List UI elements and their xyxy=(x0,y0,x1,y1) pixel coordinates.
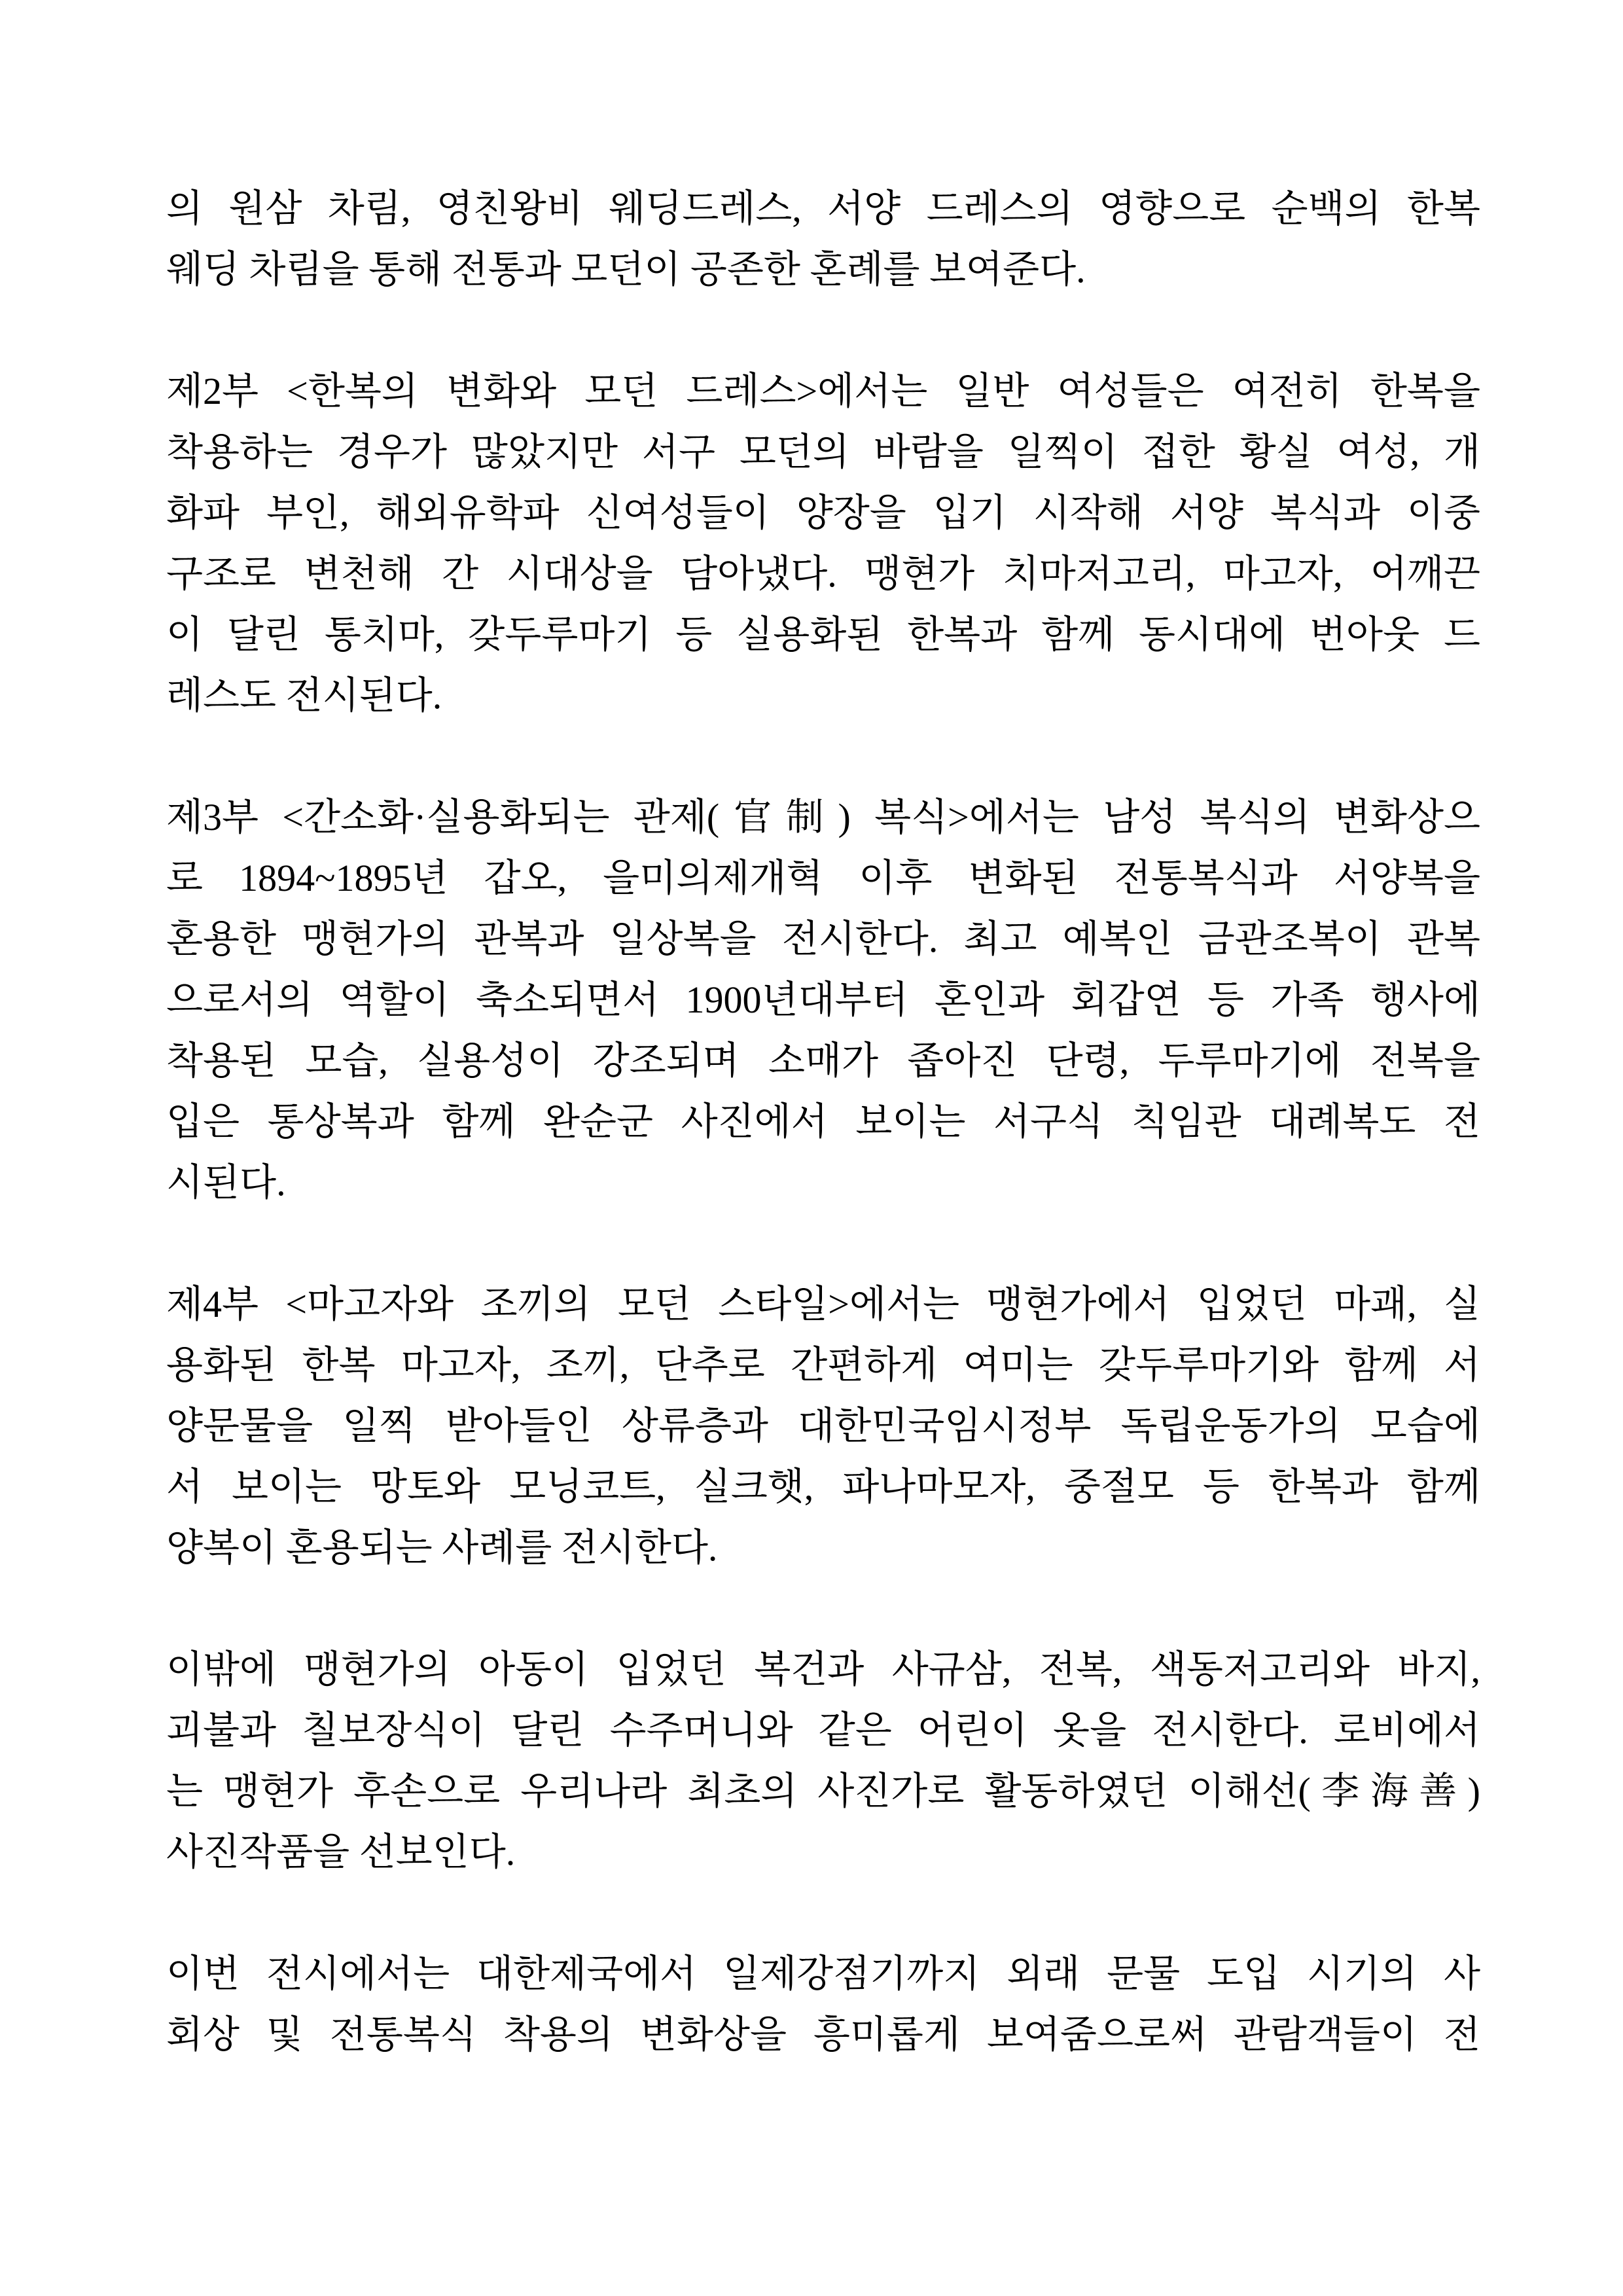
text-line: 제3부 <간소화·실용화되는 관제(官制) 복식>에서는 남성 복식의 변화상으 xyxy=(166,796,1480,838)
text-line: 사진작품을 선보인다. xyxy=(166,1831,516,1873)
text-line: 괴불과 칠보장식이 달린 수주머니와 같은 어린이 옷을 전시한다. 로비에서 xyxy=(166,1709,1480,1751)
text-line: 양복이 혼용되는 사례를 전시한다. xyxy=(166,1526,718,1569)
paragraph xyxy=(166,1274,1480,1578)
paragraph xyxy=(166,1639,1480,1882)
text-line: 이 달린 통치마, 갖두루마기 등 실용화된 한복과 함께 동시대에 번아웃 드 xyxy=(166,613,1480,656)
paragraph xyxy=(166,361,1480,726)
text-line: 입은 통상복과 함께 완순군 사진에서 보이는 서구식 칙임관 대례복도 전 xyxy=(166,1100,1480,1143)
text-line: 양문물을 일찍 받아들인 상류층과 대한민국임시정부 독립운동가의 모습에 xyxy=(166,1405,1480,1447)
text-line: 착용된 모습, 실용성이 강조되며 소매가 좁아진 단령, 두루마기에 전복을 xyxy=(166,1039,1480,1082)
text-line: 로 1894~1895년 갑오, 을미의제개혁 이후 변화된 전통복식과 서양복을 xyxy=(166,857,1480,899)
text-line: 혼용한 맹현가의 관복과 일상복을 전시한다. 최고 예복인 금관조복이 관복 xyxy=(166,918,1480,960)
text-line: 화파 부인, 해외유학파 신여성들이 양장을 입기 시작해 서양 복식과 이중 xyxy=(166,492,1480,534)
text-line: 구조로 변천해 간 시대상을 담아냈다. 맹현가 치마저고리, 마고자, 어깨끈 xyxy=(166,552,1480,595)
paragraph xyxy=(166,178,1480,300)
text-line: 회상 및 전통복식 착용의 변화상을 흥미롭게 보여줌으로써 관람객들이 전 xyxy=(166,2013,1480,2056)
text-line: 제2부 <한복의 변화와 모던 드레스>에서는 일반 여성들은 여전히 한복을 xyxy=(166,370,1480,412)
text-line: 용화된 한복 마고자, 조끼, 단추로 간편하게 여미는 갖두루마기와 함께 서 xyxy=(166,1344,1480,1386)
paragraph xyxy=(166,1943,1480,2065)
text-line: 레스도 전시된다. xyxy=(166,674,442,717)
text-line: 착용하는 경우가 많았지만 서구 모던의 바람을 일찍이 접한 황실 여성, 개 xyxy=(166,431,1480,473)
paragraph xyxy=(166,787,1480,1213)
text-line: 웨딩 차림을 통해 전통과 모던이 공존한 혼례를 보여준다. xyxy=(166,248,1086,291)
text-line: 는 맹현가 후손으로 우리나라 최초의 사진가로 활동하였던 이해선(李海善) xyxy=(166,1770,1480,1812)
text-line: 제4부 <마고자와 조끼의 모던 스타일>에서는 맹현가에서 입었던 마괘, 실 xyxy=(166,1283,1480,1325)
text-line: 서 보이는 망토와 모닝코트, 실크햇, 파나마모자, 중절모 등 한복과 함께 xyxy=(166,1465,1480,1508)
text-line: 의 원삼 차림, 영친왕비 웨딩드레스, 서양 드레스의 영향으로 순백의 한복 xyxy=(166,187,1480,230)
text-line: 으로서의 역할이 축소되면서 1900년대부터 혼인과 회갑연 등 가족 행사에 xyxy=(166,978,1480,1021)
text-line: 시된다. xyxy=(166,1161,286,1204)
text-block xyxy=(166,178,1480,2065)
text-line: 이번 전시에서는 대한제국에서 일제강점기까지 외래 문물 도입 시기의 사 xyxy=(166,1952,1480,1995)
text-line: 이밖에 맹현가의 아동이 입었던 복건과 사규삼, 전복, 색동저고리와 바지, xyxy=(166,1648,1480,1691)
